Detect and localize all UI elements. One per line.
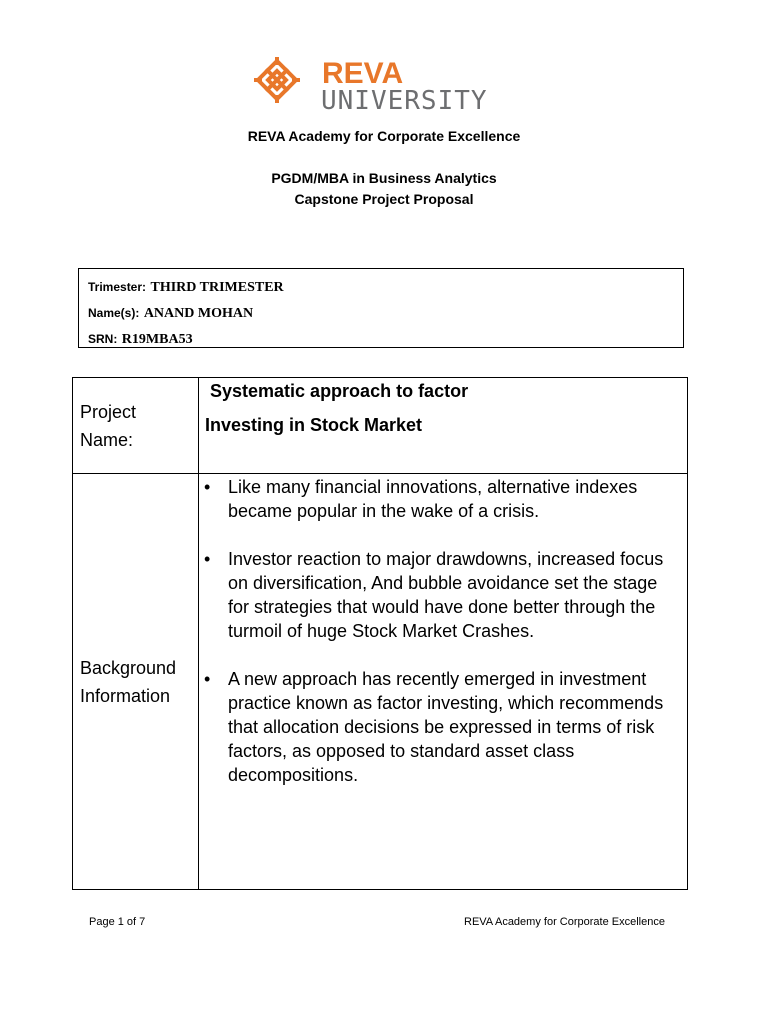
project-title-line2: Investing in Stock Market bbox=[205, 415, 423, 435]
background-content bbox=[199, 474, 688, 890]
reva-university-logo bbox=[252, 55, 517, 117]
bullet-icon: • bbox=[204, 669, 211, 689]
background-label: Background Information bbox=[73, 474, 199, 890]
footer-organization: REVA Academy for Corporate Excellence bbox=[464, 916, 665, 928]
srn-label: SRN: bbox=[88, 332, 118, 346]
footer-page-number: Page 1 of 7 bbox=[89, 916, 146, 928]
srn-value: R19MBA53 bbox=[121, 332, 193, 347]
reva-knot-emblem-icon bbox=[252, 55, 517, 117]
header-academy: REVA Academy for Corporate Excellence bbox=[247, 128, 521, 144]
background-bullet-list bbox=[199, 475, 687, 787]
names-value: ANAND MOHAN bbox=[143, 306, 254, 321]
bullet-icon: • bbox=[204, 477, 211, 497]
trimester-row bbox=[88, 274, 674, 300]
student-info-box bbox=[78, 268, 684, 348]
header-document-type: Capstone Project Proposal bbox=[294, 191, 474, 207]
project-name-label: Project Name: bbox=[73, 378, 199, 474]
bullet-icon: • bbox=[204, 549, 211, 569]
background-row bbox=[73, 474, 688, 890]
project-title-line1: Systematic approach to factor bbox=[210, 381, 469, 401]
list-item: • A new approach has recently emerged in investment practice known as factor investing, which recommends that allocation decisions be expressed in terms of risk factors, as opposed to standard asset class decompositions. bbox=[204, 669, 664, 785]
project-name-row bbox=[73, 378, 688, 474]
logo-name-top: REVA bbox=[322, 57, 404, 90]
header-program: PGDM/MBA in Business Analytics bbox=[271, 170, 497, 186]
project-title bbox=[199, 378, 688, 474]
list-item: • Like many financial innovations, alternative indexes became popular in the wake of a crisis. bbox=[204, 477, 638, 521]
trimester-label: Trimester: bbox=[88, 280, 147, 294]
names-row bbox=[88, 300, 674, 326]
srn-row bbox=[88, 326, 674, 352]
project-proposal-table bbox=[72, 377, 688, 890]
logo-name-bottom: UNIVERSITY bbox=[321, 86, 488, 116]
trimester-value: THIRD TRIMESTER bbox=[150, 280, 284, 295]
names-label: Name(s): bbox=[88, 306, 140, 320]
list-item: • Investor reaction to major drawdowns, increased focus on diversification, And bubble avoidance set the stage for strategies that would have done better through the turmoil of huge Stock Market Crashes. bbox=[204, 549, 664, 641]
